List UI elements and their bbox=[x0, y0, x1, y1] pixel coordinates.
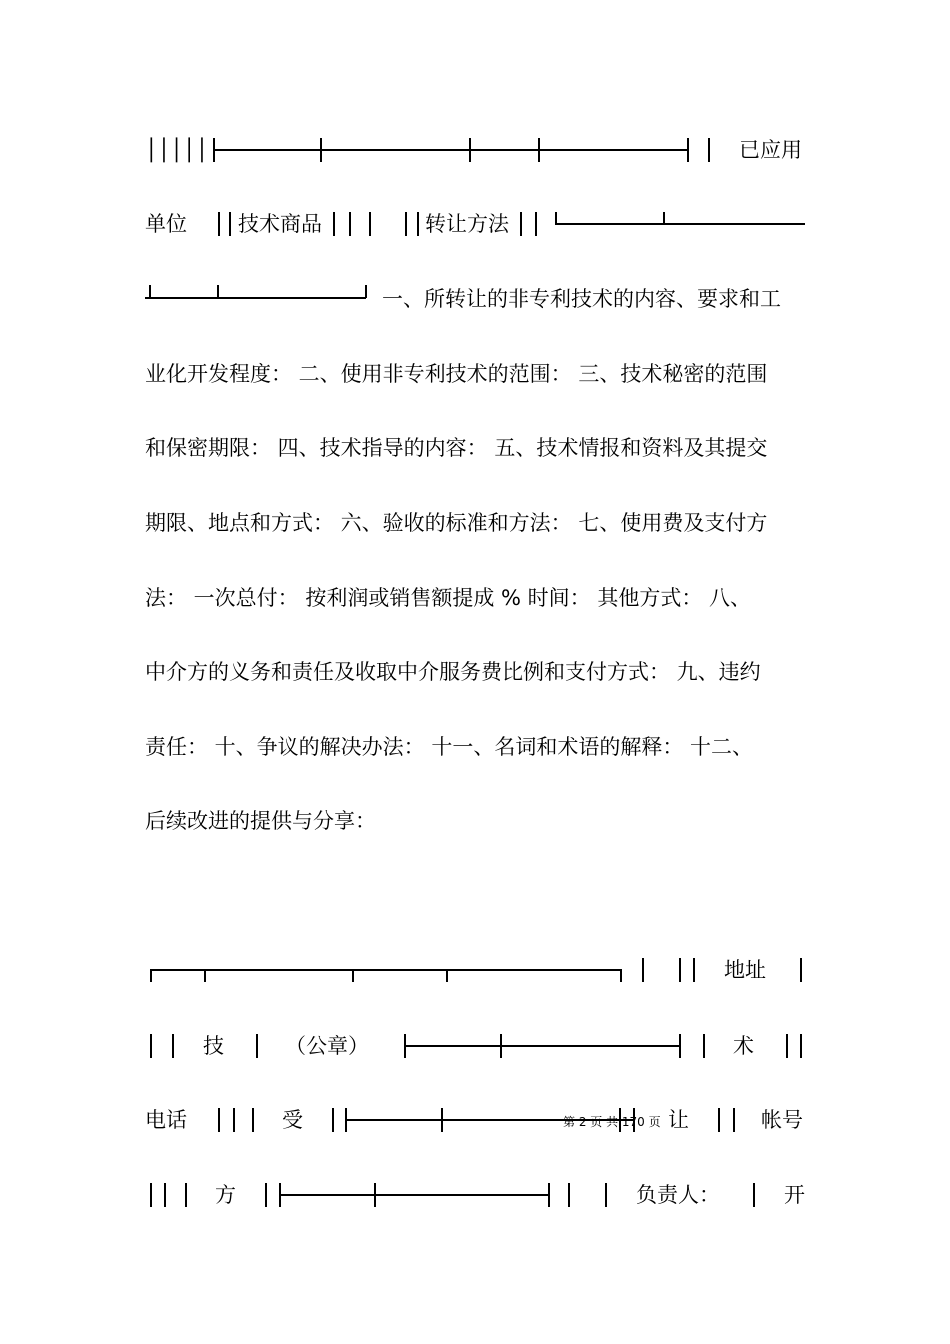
table-rule bbox=[150, 969, 152, 982]
table-rule bbox=[753, 1183, 755, 1207]
table-rule bbox=[150, 1034, 152, 1058]
body-line: 后续改进的提供与分享： bbox=[145, 809, 376, 833]
shou-char: 受 bbox=[282, 1108, 303, 1132]
body-line: 责任： 十、争议的解决办法： 十一、名词和术语的解释： 十二、 bbox=[145, 735, 754, 759]
table-rule bbox=[150, 1183, 152, 1207]
table-rule bbox=[500, 1034, 502, 1058]
table-rule bbox=[786, 1034, 788, 1058]
table-rule bbox=[213, 149, 687, 151]
table-rule bbox=[535, 212, 537, 236]
table-rule bbox=[172, 1034, 174, 1058]
table-rule bbox=[374, 1183, 376, 1207]
table-rule bbox=[538, 138, 540, 162]
table-rule bbox=[548, 1183, 550, 1207]
table-rule bbox=[145, 297, 366, 299]
table-rule bbox=[693, 958, 695, 982]
table-rule bbox=[708, 138, 710, 162]
body-line: 期限、地点和方式： 六、验收的标准和方法： 七、使用费及支付方 bbox=[145, 511, 768, 535]
table-rule bbox=[800, 1034, 802, 1058]
table-rule bbox=[568, 1183, 570, 1207]
table-rule bbox=[229, 212, 231, 236]
kai-char: 开 bbox=[784, 1183, 805, 1207]
official-seal-label: （公章） bbox=[285, 1034, 369, 1058]
table-rule bbox=[679, 1034, 681, 1058]
table-rule bbox=[332, 1108, 334, 1132]
table-rule bbox=[733, 1108, 735, 1132]
body-line: 一、所转让的非专利技术的内容、要求和工 bbox=[382, 287, 781, 311]
table-rule bbox=[252, 1108, 254, 1132]
account-label: 帐号 bbox=[761, 1108, 803, 1132]
shu-char: 术 bbox=[733, 1034, 754, 1058]
table-rule bbox=[520, 212, 522, 236]
table-rule bbox=[365, 285, 367, 298]
table-rule bbox=[204, 969, 206, 982]
table-rule bbox=[441, 1108, 443, 1132]
table-rule bbox=[279, 1194, 549, 1196]
page-footer: 第 2 页 共 170 页 bbox=[563, 1115, 661, 1129]
table-rule bbox=[369, 212, 371, 236]
table-rule bbox=[349, 212, 351, 236]
table-rule bbox=[265, 1183, 267, 1207]
table-rule bbox=[404, 1045, 680, 1047]
tech-goods-label: 技术商品 bbox=[238, 212, 322, 236]
table-rule bbox=[469, 138, 471, 162]
table-rule bbox=[417, 212, 419, 236]
table-rule bbox=[405, 212, 407, 236]
manager-label: 负责人： bbox=[636, 1183, 720, 1207]
body-line: 法： 一次总付： 按利润或销售额提成 % 时间： 其他方式： 八、 bbox=[145, 586, 752, 610]
rang-char: 让 bbox=[668, 1108, 689, 1132]
body-line: 中介方的义务和责任及收取中介服务费比例和支付方式： 九、违约 bbox=[145, 660, 761, 684]
table-rule bbox=[352, 969, 354, 982]
table-rule bbox=[164, 1183, 166, 1207]
table-rule bbox=[185, 1183, 187, 1207]
address-label: 地址 bbox=[724, 958, 766, 982]
table-rule bbox=[150, 969, 621, 971]
transfer-method-label: 转让方法 bbox=[425, 212, 509, 236]
table-rule bbox=[605, 1183, 607, 1207]
table-rule bbox=[620, 969, 622, 982]
ji-char: 技 bbox=[203, 1034, 224, 1058]
table-rule bbox=[663, 212, 665, 224]
table-rule bbox=[149, 285, 151, 298]
table-rule bbox=[679, 958, 681, 982]
unit-label: 单位 bbox=[145, 212, 187, 236]
table-rule bbox=[800, 958, 802, 982]
table-rule bbox=[446, 969, 448, 982]
phone-label: 电话 bbox=[145, 1108, 187, 1132]
table-rule bbox=[718, 1108, 720, 1132]
table-rule bbox=[218, 1108, 220, 1132]
table-rule bbox=[333, 212, 335, 236]
table-rule bbox=[703, 1034, 705, 1058]
fang-char: 方 bbox=[215, 1183, 236, 1207]
table-rule bbox=[256, 1034, 258, 1058]
body-line: 和保密期限： 四、技术指导的内容： 五、技术情报和资料及其提交 bbox=[145, 436, 768, 460]
body-line: 业化开发程度： 二、使用非专利技术的范围： 三、技术秘密的范围 bbox=[145, 362, 768, 386]
applied-label: 已应用 bbox=[739, 138, 802, 162]
table-rule bbox=[555, 223, 805, 225]
table-border-bars: │││││ bbox=[145, 138, 209, 162]
table-rule bbox=[233, 1108, 235, 1132]
table-rule bbox=[642, 958, 644, 982]
table-rule bbox=[320, 138, 322, 162]
table-rule bbox=[217, 285, 219, 298]
table-rule bbox=[687, 138, 689, 162]
table-rule bbox=[218, 212, 220, 236]
